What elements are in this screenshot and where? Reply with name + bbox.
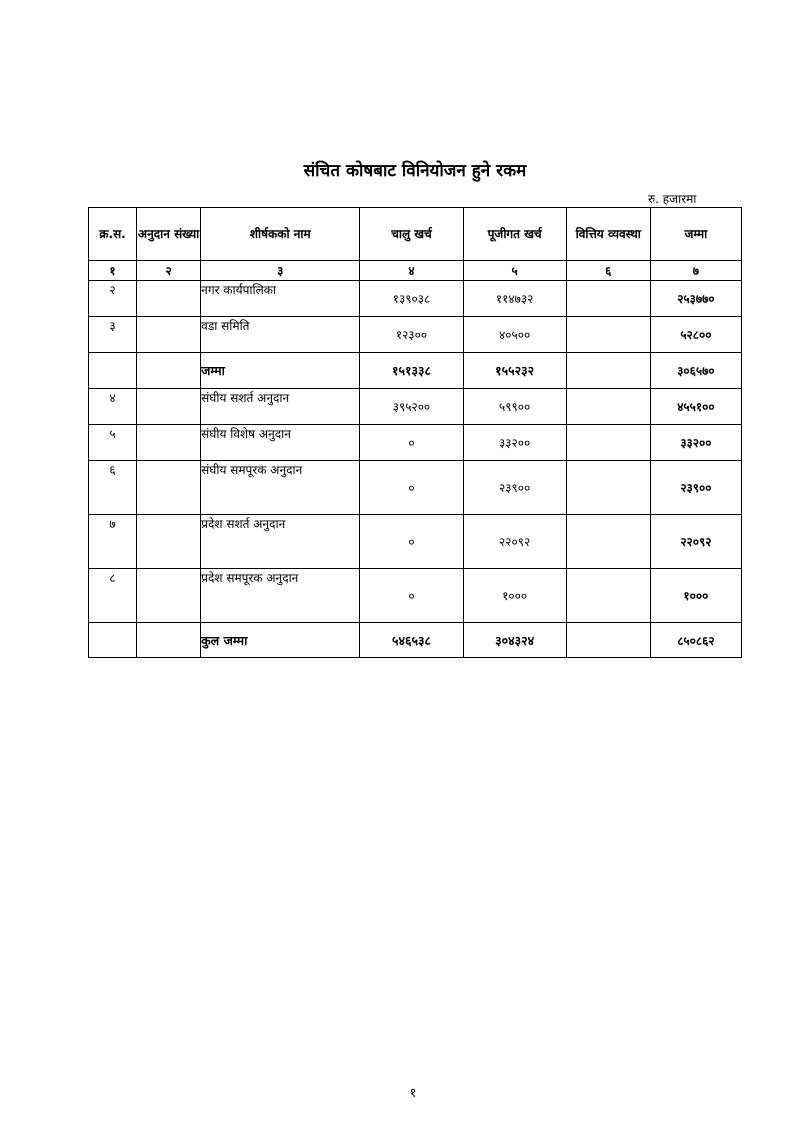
total-cell: २२०९२ xyxy=(650,515,741,569)
grant-cell xyxy=(137,317,201,353)
current-cell: १२३०० xyxy=(360,317,463,353)
grant-cell xyxy=(137,515,201,569)
financing-cell xyxy=(566,353,650,389)
financing-cell xyxy=(566,281,650,317)
page-number: १ xyxy=(409,1086,417,1101)
grand-total-row xyxy=(89,623,742,658)
financing-cell xyxy=(566,461,650,515)
grant-cell xyxy=(137,425,201,461)
capital-cell: ३३२०० xyxy=(463,425,566,461)
table-row xyxy=(89,515,742,569)
capital-cell: १५५२३२ xyxy=(463,353,566,389)
serial-cell: ३ xyxy=(89,317,137,353)
title-cell: संघीय सशर्त अनुदान xyxy=(201,389,360,425)
title-cell: संघीय विशेष अनुदान xyxy=(201,425,360,461)
current-cell: ० xyxy=(360,569,463,623)
table-row xyxy=(89,425,742,461)
header-grant-number: अनुदान संख्या xyxy=(137,208,201,261)
capital-cell: ५९९०० xyxy=(463,389,566,425)
current-cell: ० xyxy=(360,425,463,461)
grant-cell xyxy=(137,461,201,515)
column-number: ३ xyxy=(201,261,360,281)
serial-cell xyxy=(89,353,137,389)
capital-cell: २३९०० xyxy=(463,461,566,515)
title-cell: जम्मा xyxy=(201,353,360,389)
column-number: ६ xyxy=(566,261,650,281)
total-cell: ३३२०० xyxy=(650,425,741,461)
budget-table xyxy=(88,207,742,658)
capital-cell: ४०५०० xyxy=(463,317,566,353)
financing-cell xyxy=(566,317,650,353)
header-current-expense: चालु खर्च xyxy=(360,208,463,261)
table-row xyxy=(89,281,742,317)
total-cell: ८५०८६२ xyxy=(650,623,741,658)
header-row xyxy=(89,208,742,261)
current-cell: १३९०३८ xyxy=(360,281,463,317)
current-cell: ३९५२०० xyxy=(360,389,463,425)
page-title: संचित कोषबाट विनियोजन हुने रकम xyxy=(303,161,527,181)
financing-cell xyxy=(566,389,650,425)
header-title-name: शीर्षकको नाम xyxy=(201,208,360,261)
column-number-row xyxy=(89,261,742,281)
title-cell: कुल जम्मा xyxy=(201,623,360,658)
serial-cell xyxy=(89,623,137,658)
subtotal-row xyxy=(89,353,742,389)
total-cell: २५३७७० xyxy=(650,281,741,317)
column-number: ४ xyxy=(360,261,463,281)
header-serial: क्र.स. xyxy=(89,208,137,261)
financing-cell xyxy=(566,623,650,658)
table-row xyxy=(89,317,742,353)
capital-cell: ११४७३२ xyxy=(463,281,566,317)
column-number: २ xyxy=(137,261,201,281)
column-number: ५ xyxy=(463,261,566,281)
title-cell: संघीय समपूरक अनुदान xyxy=(201,461,360,515)
serial-cell: ४ xyxy=(89,389,137,425)
column-number: ७ xyxy=(650,261,741,281)
title-cell: प्रदेश समपूरक अनुदान xyxy=(201,569,360,623)
grant-cell xyxy=(137,389,201,425)
unit-label: रु. हजारमा xyxy=(648,192,697,206)
table-row xyxy=(89,569,742,623)
title-cell: प्रदेश सशर्त अनुदान xyxy=(201,515,360,569)
title-cell: वडा समिति xyxy=(201,317,360,353)
header-financing: वित्तिय व्यवस्था xyxy=(566,208,650,261)
grant-cell xyxy=(137,569,201,623)
total-cell: २३९०० xyxy=(650,461,741,515)
current-cell: ० xyxy=(360,515,463,569)
serial-cell: ८ xyxy=(89,569,137,623)
serial-cell: ७ xyxy=(89,515,137,569)
capital-cell: २२०९२ xyxy=(463,515,566,569)
header-capital-expense: पूजीगत खर्च xyxy=(463,208,566,261)
title-cell: नगर कार्यपालिका xyxy=(201,281,360,317)
current-cell: ० xyxy=(360,461,463,515)
grant-cell xyxy=(137,353,201,389)
financing-cell xyxy=(566,425,650,461)
table-row xyxy=(89,461,742,515)
financing-cell xyxy=(566,515,650,569)
grant-cell xyxy=(137,281,201,317)
total-cell: ५२८०० xyxy=(650,317,741,353)
column-number: १ xyxy=(89,261,137,281)
header-total: जम्मा xyxy=(650,208,741,261)
serial-cell: ५ xyxy=(89,425,137,461)
current-cell: ५४६५३८ xyxy=(360,623,463,658)
capital-cell: १००० xyxy=(463,569,566,623)
total-cell: १००० xyxy=(650,569,741,623)
total-cell: ४५५१०० xyxy=(650,389,741,425)
current-cell: १५१३३८ xyxy=(360,353,463,389)
capital-cell: ३०४३२४ xyxy=(463,623,566,658)
table-row xyxy=(89,389,742,425)
grant-cell xyxy=(137,623,201,658)
financing-cell xyxy=(566,569,650,623)
serial-cell: ६ xyxy=(89,461,137,515)
total-cell: ३०६५७० xyxy=(650,353,741,389)
serial-cell: २ xyxy=(89,281,137,317)
